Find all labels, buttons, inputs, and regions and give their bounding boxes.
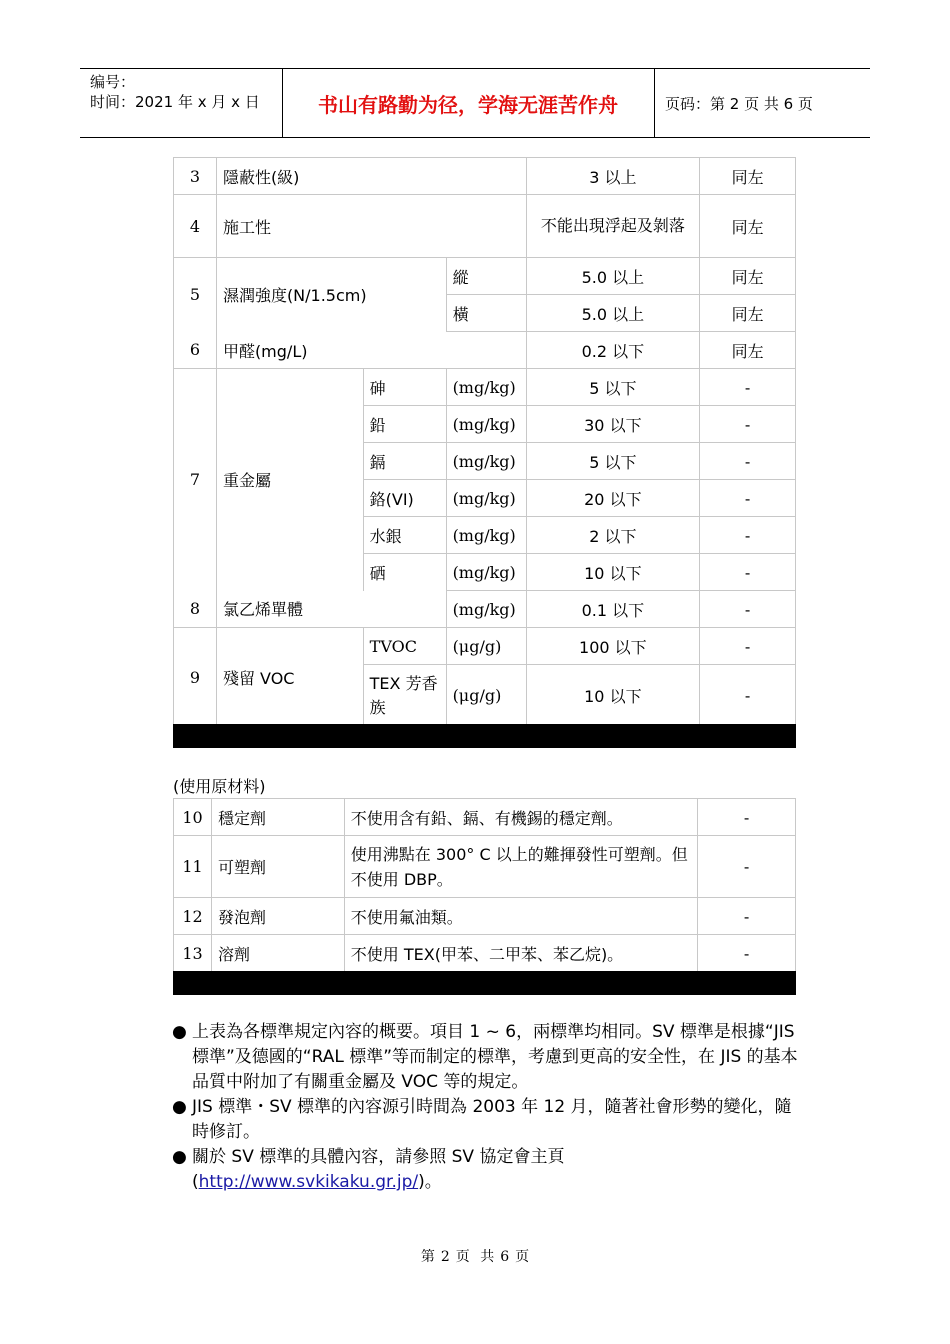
note-item [172,1145,802,1195]
item-description: 不使用氟油類。 [344,898,697,935]
table-row [174,935,796,972]
item-value: 5.0 以上 [526,295,700,332]
item-value: 0.1 以下 [526,591,700,628]
materials-table [173,798,796,972]
item-other: 同左 [700,158,796,195]
item-sub: 硒 [363,554,446,591]
bullet-icon: ● [172,1147,187,1167]
item-sub: 鉛 [363,406,446,443]
item-other: - [700,406,796,443]
note-text: JIS 標準・SV 標準的內容源引時間為 2003 年 12 月，隨著社會形勢的變化，隨時修訂。 [192,1097,792,1142]
item-unit: (mg/kg) [446,480,526,517]
item-other: - [700,591,796,628]
table-row [174,799,796,836]
page-footer [0,1246,950,1266]
item-sub: 砷 [363,369,446,406]
note-text: 上表為各標準規定內容的概要。項目 1 ~ 6，兩標準均相同。SV 標準是根據“JIS 標準”及德國的“RAL 標準”等而制定的標準，考慮到更高的安全性，在 JIS 的基本品質中附加了有關重金屬及 VOC 等的規定。 [192,1022,798,1092]
row-number: 9 [174,628,217,727]
item-value: 2 以下 [526,517,700,554]
table-row [174,591,796,628]
footer-text: 第 [420,1249,435,1265]
table-row [174,369,796,406]
table-row [174,158,796,195]
item-other: 同左 [700,258,796,295]
item-name: 重金屬 [216,369,363,591]
item-name: 隱蔽性(級) [216,158,526,195]
bullet-icon: ● [172,1022,187,1042]
item-sub: 縱 [446,258,526,295]
row-number: 11 [174,836,212,898]
header-motto: 书山有路勤为径，学海无涯苦作舟 [282,69,655,137]
item-value: 0.2 以下 [526,332,700,369]
item-name: 甲醛(mg/L) [216,332,526,369]
item-name: 溶劑 [211,935,344,972]
table-row [174,195,796,258]
item-sub: TEX 芳香族 [363,665,446,727]
item-name: 施工性 [216,195,526,258]
item-unit: (mg/kg) [446,554,526,591]
note-text: )。 [418,1172,442,1192]
notes-section [172,1020,802,1195]
table-footer-bar [173,971,796,995]
document-date: 时间：2021 年 x 月 x 日 [90,93,260,111]
row-number: 7 [174,369,217,591]
item-other: - [700,554,796,591]
table-row [174,836,796,898]
item-other: - [698,836,796,898]
row-number: 3 [174,158,217,195]
item-sub: 鉻(VI) [363,480,446,517]
item-unit: (mg/kg) [446,517,526,554]
bullet-icon: ● [172,1097,187,1117]
item-other: - [698,898,796,935]
item-value: 5 以下 [526,369,700,406]
table-row [174,332,796,369]
item-name: 殘留 VOC [216,628,363,727]
item-value: 30 以下 [526,406,700,443]
note-item [172,1095,802,1145]
item-other: 同左 [700,195,796,258]
row-number: 8 [174,591,217,628]
item-sub: 橫 [446,295,526,332]
footer-total-pages: 6 [500,1249,510,1265]
item-name: 濕潤強度(N/1.5cm) [216,258,446,332]
item-description: 不使用含有鉛、鎘、有機錫的穩定劑。 [344,799,697,836]
row-number: 6 [174,332,217,369]
table-footer-bar [173,724,796,748]
item-description: 使用沸點在 300° C 以上的難揮發性可塑劑。但不使用 DBP。 [344,836,697,898]
item-name: 發泡劑 [211,898,344,935]
item-value: 100 以下 [526,628,700,665]
item-other: - [700,628,796,665]
row-number: 4 [174,195,217,258]
item-unit: (mg/kg) [446,369,526,406]
footer-text: 共 [480,1249,495,1265]
item-value: 10 以下 [526,665,700,727]
footer-text: 页 [455,1249,470,1265]
item-other: - [700,443,796,480]
table-row [174,898,796,935]
table-row [174,628,796,665]
row-number: 12 [174,898,212,935]
item-other: - [700,665,796,727]
note-text: 關於 SV 標準的具體內容，請參照 SV 協定會主頁( [192,1147,565,1192]
item-value: 10 以下 [526,554,700,591]
item-other: - [700,517,796,554]
item-other: - [698,799,796,836]
item-value: 5.0 以上 [526,258,700,295]
item-unit: (μg/g) [446,665,526,727]
item-other: - [700,480,796,517]
standards-table [173,157,796,727]
item-unit: (mg/kg) [446,406,526,443]
row-number: 13 [174,935,212,972]
item-value: 5 以下 [526,443,700,480]
item-other: 同左 [700,332,796,369]
page-header [80,68,870,138]
item-sub: 水銀 [363,517,446,554]
sv-homepage-link[interactable]: http://www.svkikaku.gr.jp/ [198,1172,419,1192]
item-sub: 鎘 [363,443,446,480]
row-number: 10 [174,799,212,836]
footer-current-page: 2 [440,1249,450,1265]
table-row [174,258,796,295]
item-unit: (μg/g) [446,628,526,665]
item-value: 3 以上 [526,158,700,195]
item-value: 不能出現浮起及剝落 [526,195,700,258]
item-other: 同左 [700,295,796,332]
item-description: 不使用 TEX(甲苯、二甲苯、苯乙烷)。 [344,935,697,972]
note-item [172,1020,802,1095]
item-sub: TVOC [363,628,446,665]
document-number: 编号： [90,73,136,91]
item-name: 氯乙烯單體 [216,591,446,628]
item-other: - [700,369,796,406]
section-caption: (使用原材料) [173,777,266,796]
footer-text: 页 [515,1249,530,1265]
header-meta [80,69,283,137]
item-other: - [698,935,796,972]
item-value: 20 以下 [526,480,700,517]
header-page-number: 页码：第 2 页 共 6 页 [665,94,813,113]
item-name: 可塑劑 [211,836,344,898]
item-name: 穩定劑 [211,799,344,836]
row-number: 5 [174,258,217,332]
item-unit: (mg/kg) [446,591,526,628]
item-unit: (mg/kg) [446,443,526,480]
